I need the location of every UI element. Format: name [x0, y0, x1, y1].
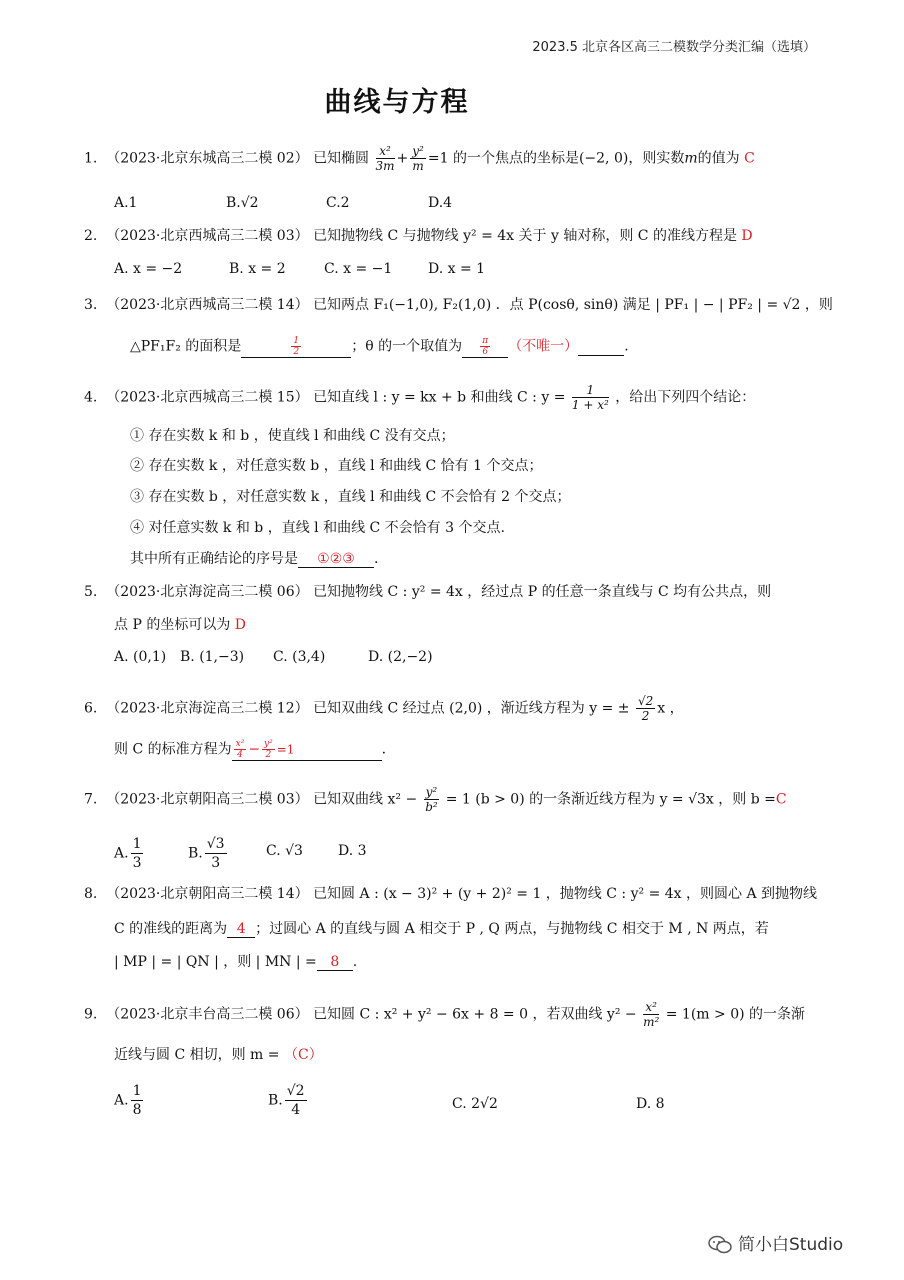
answer-9: C — [297, 1047, 309, 1063]
question-2: 2. （2023·北京西城高三二模 03） 已知抛物线 C 与抛物线 y² = 4x 关于 y 轴对称，则 C 的准线方程是 D — [84, 228, 753, 244]
question-9: 9. （2023·北京丰台高三二模 06） 已知圆 C : x² + y² − 6x + 8 = 0 ，若双曲线 y² − $\frac{\text{x²}}{\text{m²}}$ = 1(m > 0) 的一条渐 — [84, 1000, 806, 1029]
q5-option-c: C. (3,4) — [273, 649, 326, 665]
q4-item-1: ① 存在实数 k 和 b ，使直线 l 和曲线 C 没有交点； — [130, 428, 455, 444]
question-8: 8. （2023·北京朝阳高三二模 14） 已知圆 A : (x − 3)² + (y + 2)² = 1 ，抛物线 C : y² = 4x ，则圆心 A 到抛物线 — [84, 886, 818, 902]
q7-option-d: D. 3 — [338, 843, 367, 859]
question-7: 7. （2023·北京朝阳高三二模 03） 已知双曲线 x² − $\frac{\text{y²}}{\text{b²}}$ = 1 (b > 0) 的一条渐近线方程为 y = √3x ，则 b =C — [84, 785, 787, 814]
q9-option-b: B. $\frac{√2}{4}$ — [268, 1083, 305, 1118]
q7-option-b: B. $\frac{√3}{3}$ — [188, 836, 225, 871]
question-8-line-3: | MP | = | QN | ，则 | MN | = 8 . — [114, 954, 358, 970]
question-4: 4. （2023·北京西城高三二模 15） 已知直线 l : y = kx + b 和曲线 C : y = $\frac{1}{\text{1 + x²}}$ ，给出下列四个结论： — [84, 383, 756, 412]
answer-8a: 4 — [236, 921, 246, 937]
question-1: 1. （2023·北京东城高三二模 02） 已知椭圆 $\frac{\text{x²}}{3m}$ + $\frac{\text{y²}}{m}$ =1 的一个焦点的坐标是(−2, 0)，则实数m的值为 C — [84, 144, 755, 173]
answer-5: D — [234, 617, 247, 633]
question-5-line-2: 点 P 的坐标可以为 D — [114, 617, 247, 633]
q7-option-c: C. √3 — [266, 843, 303, 859]
question-6: 6. （2023·北京海淀高三二模 12） 已知双曲线 C 经过点 (2,0) ，渐近线方程为 y = ± $\frac{√2}{2}$ x ， — [84, 694, 684, 723]
question-4-answer-line: 其中所有正确结论的序号是 ①②③ . — [130, 551, 379, 567]
question-6-line-2: 则 C 的标准方程为 $\frac{\text{x²}}{4}$ − $\frac{\text{y²}}{2}$ =1 . — [114, 739, 387, 760]
q7-option-a: A. $\frac{1}{3}$ — [114, 836, 142, 871]
answer-4: ①②③ — [317, 551, 355, 567]
q2-option-c: C. x = −1 — [324, 261, 393, 277]
answer-8b: 8 — [330, 954, 340, 970]
page-title: 曲线与方程 — [324, 87, 470, 118]
q1-option-b: B.√2 — [226, 195, 259, 211]
q4-item-3: ③ 存在实数 b ，对任意实数 k ，直线 l 和曲线 C 不会恰有 2 个交点； — [130, 489, 571, 505]
q9-option-c: C. 2√2 — [452, 1096, 498, 1112]
question-9-line-2: 近线与圆 C 相切，则 m = （C） — [114, 1047, 323, 1063]
q2-option-a: A. x = −2 — [114, 261, 183, 277]
q9-option-a: A. $\frac{1}{8}$ — [114, 1083, 142, 1118]
q9-option-d: D. 8 — [636, 1096, 665, 1112]
question-3: 3. （2023·北京西城高三二模 14） 已知两点 F₁(−1,0), F₂(1,0) ．点 P(cosθ, sinθ) 满足 | PF₁ | − | PF₂ | = √2 ，则 — [84, 297, 833, 313]
q5-option-d: D. (2,−2) — [368, 649, 433, 665]
answer-7: C — [775, 791, 787, 808]
question-5: 5. （2023·北京海淀高三二模 06） 已知抛物线 C : y² = 4x ，经过点 P 的任意一条直线与 C 均有公共点，则 — [84, 584, 772, 600]
chat-bubble-icon — [708, 1235, 732, 1255]
q2-option-d: D. x = 1 — [428, 261, 486, 277]
question-3-line-2: △PF₁F₂ 的面积是 $\frac{1}{2}$ ；θ 的一个取值为 $\frac{\pi}{6}$ （不唯一） . — [130, 336, 629, 357]
answer-1: C — [744, 150, 755, 167]
q4-item-2: ② 存在实数 k ，对任意实数 b ，直线 l 和曲线 C 恰有 1 个交点； — [130, 458, 543, 474]
q1-option-c: C.2 — [326, 195, 350, 211]
answer-3-note: （不唯一） — [508, 338, 579, 355]
page-header: 2023.5 北京各区高三二模数学分类汇编（选填） — [532, 40, 816, 55]
q5-option-b: B. (1,−3) — [180, 649, 245, 665]
watermark: 简小白Studio — [708, 1230, 843, 1255]
q2-option-b: B. x = 2 — [229, 261, 286, 277]
answer-2: D — [741, 228, 753, 244]
q4-item-4: ④ 对任意实数 k 和 b ，直线 l 和曲线 C 不会恰有 3 个交点. — [130, 520, 505, 536]
question-8-line-2: C 的准线的距离为 4 ；过圆心 A 的直线与圆 A 相交于 P , Q 两点，与抛物线 C 相交于 M , N 两点，若 — [114, 921, 769, 937]
q5-option-a: A. (0,1) — [114, 649, 167, 665]
q1-option-a: A.1 — [114, 195, 138, 211]
q1-option-d: D.4 — [428, 195, 453, 211]
